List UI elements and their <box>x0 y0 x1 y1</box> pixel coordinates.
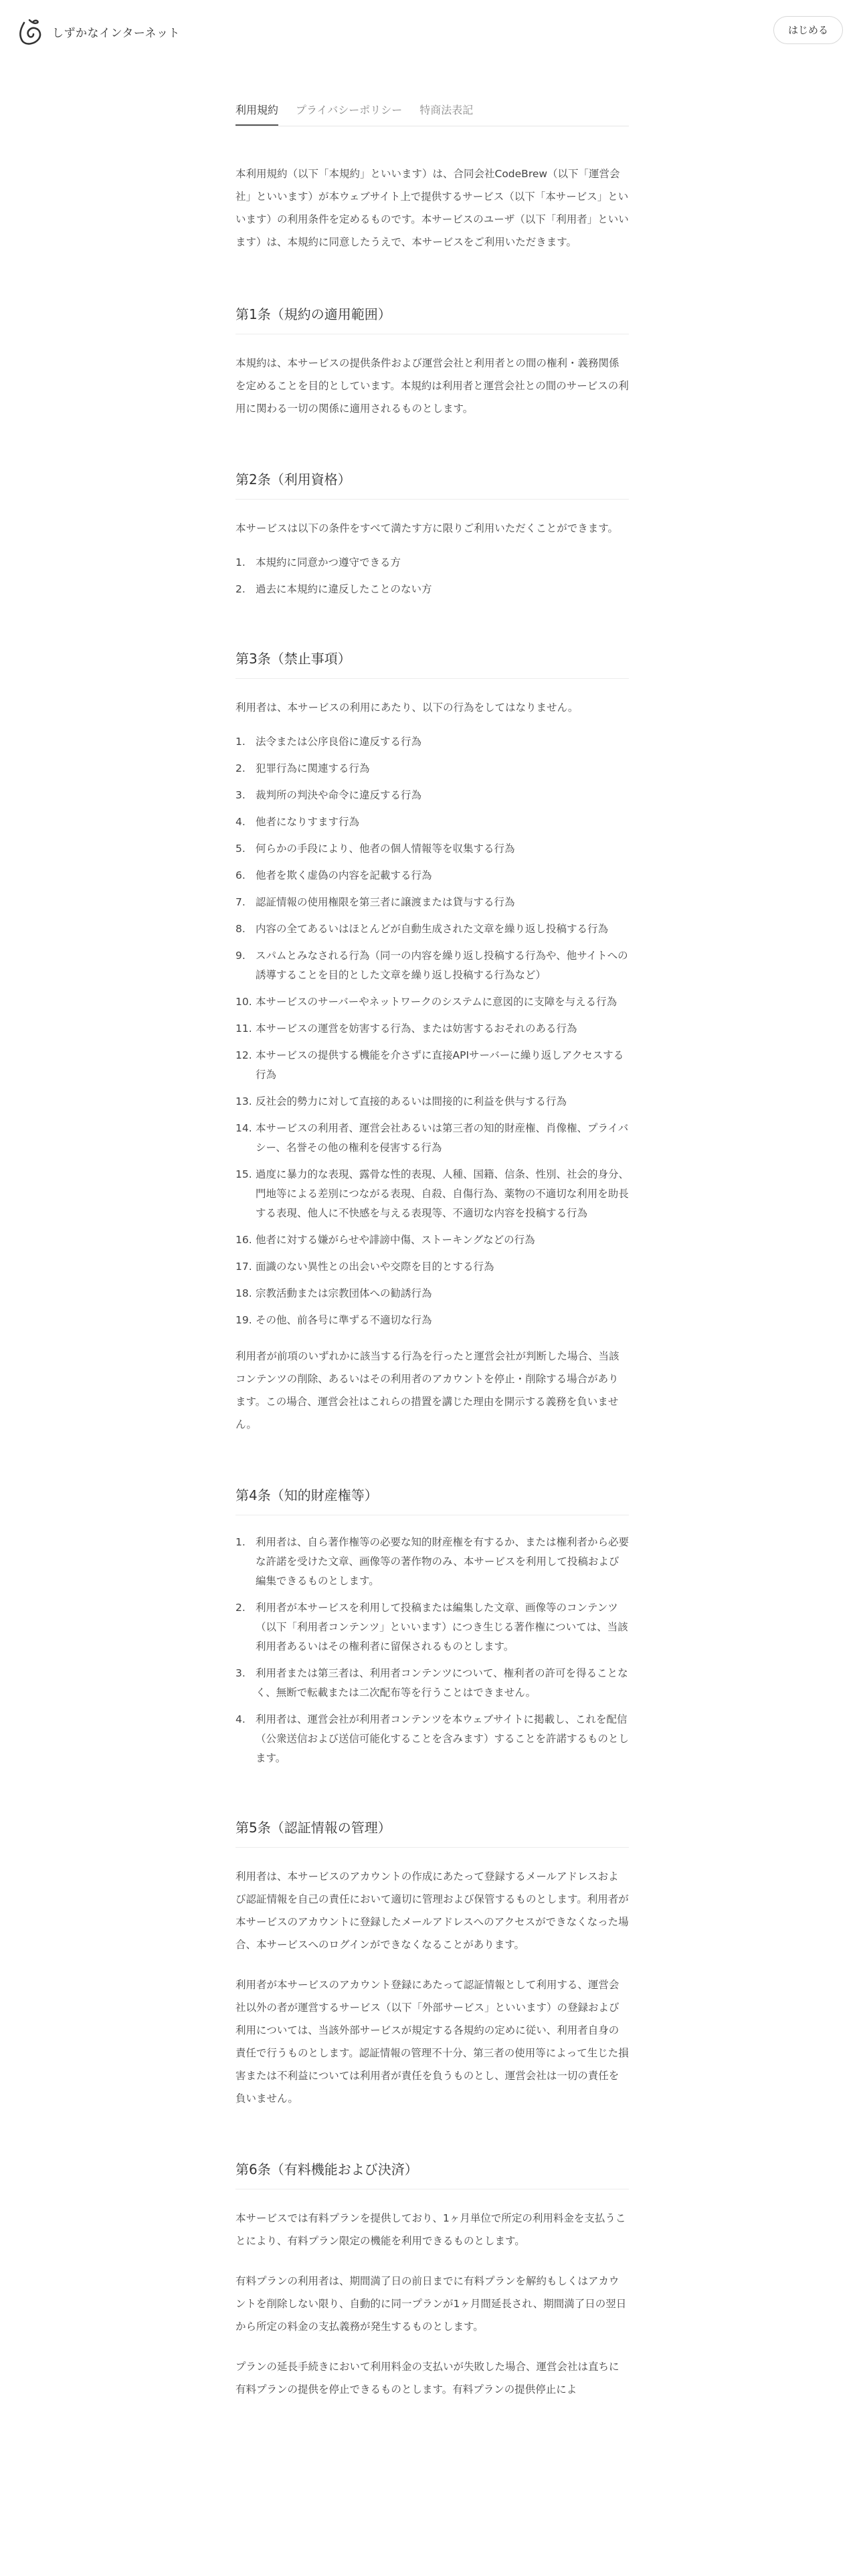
article-paragraph: 利用者は、本サービスの利用にあたり、以下の行為をしてはなりません。 <box>235 702 579 714</box>
list-item-number: 2. <box>235 1602 246 1614</box>
list-item-number: 1. <box>235 556 246 568</box>
list-item-number: 5. <box>235 843 246 855</box>
list-item-number: 18. <box>235 1287 252 1299</box>
list-item <box>235 893 629 912</box>
list-item <box>235 1046 629 1085</box>
list-item-text: 利用者は、運営会社が利用者コンテンツを本ウェブサイトに掲載し、これを配信（公衆送信および送信可能化することを含みます）することを許諾するものとします。 <box>256 1713 630 1764</box>
list-item-number: 2. <box>235 583 246 595</box>
list-item <box>235 839 629 859</box>
list-item-number: 6. <box>235 869 246 881</box>
list-item-number: 15. <box>235 1168 252 1180</box>
policy-tabs <box>235 94 629 126</box>
article-title: 第4条（知的財産権等） <box>235 1485 629 1515</box>
list-item-text: 本規約に同意かつ遵守できる方 <box>256 556 401 568</box>
list-item-text: 本サービスのサーバーやネットワークのシステムに意図的に支障を与える行為 <box>256 996 617 1008</box>
list-item <box>235 1230 629 1250</box>
list-item-number: 7. <box>235 896 246 908</box>
list-item <box>235 1019 629 1039</box>
article-list <box>235 732 629 1330</box>
list-item <box>235 1284 629 1303</box>
list-item-text: 何らかの手段により、他者の個人情報等を収集する行為 <box>256 843 515 855</box>
list-item <box>235 1664 629 1703</box>
list-item-text: 内容の全てあるいはほとんどが自動生成された文章を繰り返し投稿する行為 <box>256 923 609 935</box>
brand-logo[interactable] <box>15 16 180 47</box>
list-item-text: 他者を欺く虚偽の内容を記載する行為 <box>256 869 432 881</box>
list-item-text: 面識のない異性との出会いや交際を目的とする行為 <box>256 1261 494 1273</box>
list-item <box>235 1092 629 1111</box>
list-item <box>235 553 629 572</box>
tab-commercial-transactions[interactable]: 特商法表記 <box>419 104 474 116</box>
list-item <box>235 992 629 1012</box>
article-5 <box>235 1818 629 2110</box>
article-title: 第5条（認証情報の管理） <box>235 1818 629 1848</box>
list-item <box>235 786 629 805</box>
list-item-text: 認証情報の使用権限を第三者に譲渡または貸与する行為 <box>256 896 515 908</box>
list-item-number: 13. <box>235 1095 252 1107</box>
articles <box>235 304 629 2401</box>
article-note: 利用者が前項のいずれかに該当する行為を行ったと運営会社が判断した場合、当該コンテンツの削除、あるいはその利用者のアカウントを停止・削除する場合があります。この場合、運営会社はこれらの措置を講じた理由を開示する義務を負いません。 <box>235 1350 619 1430</box>
article-title: 第3条（禁止事項） <box>235 649 629 679</box>
list-item-text: 利用者が本サービスを利用して投稿または編集した文章、画像等のコンテンツ（以下「利用者コンテンツ」といいます）につき生じる著作権については、当該利用者あるいはその権利者に留保されるものとします。 <box>256 1602 628 1652</box>
list-item <box>235 1598 629 1656</box>
article-1 <box>235 304 629 420</box>
article-paragraph: 利用者は、本サービスのアカウントの作成にあたって登録するメールアドレスおよび認証情報を自己の責任において適切に管理および保管するものとします。利用者が本サービスのアカウントに登録したメールアドレスへのアクセスができなくなった場合、本サービスへのログインができなくなることがあります。 <box>235 1870 629 1951</box>
article-list <box>235 553 629 599</box>
list-item-text: 過度に暴力的な表現、露骨な性的表現、人種、国籍、信条、性別、社会的身分、門地等による差別につながる表現、自殺、自傷行為、薬物の不適切な利用を助長する表現、他人に不快感を与える表現等、不適切な内容を投稿する行為 <box>256 1168 630 1219</box>
list-item-number: 12. <box>235 1049 252 1061</box>
list-item-number: 8. <box>235 923 246 935</box>
list-item-number: 1. <box>235 736 246 748</box>
tab-terms[interactable]: 利用規約 <box>235 94 278 126</box>
list-item <box>235 1710 629 1768</box>
list-item-text: 法令または公序良俗に違反する行為 <box>256 736 422 748</box>
site-header <box>0 0 859 62</box>
list-item-text: 犯罪行為に関連する行為 <box>256 762 370 774</box>
article-3 <box>235 649 629 1436</box>
article-6 <box>235 2159 629 2401</box>
list-item-number: 3. <box>235 789 246 801</box>
list-item-number: 19. <box>235 1314 252 1326</box>
article-2 <box>235 469 629 599</box>
list-item-text: 他者に対する嫌がらせや誹謗中傷、ストーキングなどの行為 <box>256 1234 535 1246</box>
list-item <box>235 1165 629 1223</box>
list-item <box>235 759 629 778</box>
article-title: 第1条（規約の適用範囲） <box>235 304 629 334</box>
article-paragraph: 利用者が本サービスのアカウント登録にあたって認証情報として利用する、運営会社以外の者が運営するサービス（以下「外部サービス」といいます）の登録および利用については、当該外部サービスが規定する各規約の定めに従い、利用者自身の責任で行うものとします。認証情報の管理不十分、第三者の使用等によって生じた損害または不利益については利用者が責任を負うものとし、運営会社は一切の責任を負いません。 <box>235 1979 629 2105</box>
list-item-text: 他者になりすます行為 <box>256 816 360 828</box>
list-item-number: 9. <box>235 950 246 962</box>
start-button[interactable]: はじめる <box>773 16 843 44</box>
list-item <box>235 1257 629 1277</box>
list-item <box>235 1533 629 1591</box>
list-item-number: 2. <box>235 762 246 774</box>
list-item-number: 14. <box>235 1122 252 1134</box>
article-title: 第6条（有料機能および決済） <box>235 2159 629 2189</box>
article-paragraph: 本サービスは以下の条件をすべて満たす方に限りご利用いただくことができます。 <box>235 522 618 534</box>
list-item <box>235 1119 629 1158</box>
brand-name: しずかなインターネット <box>52 26 180 40</box>
terms-content <box>235 94 629 2450</box>
list-item-number: 16. <box>235 1234 252 1246</box>
article-list <box>235 1533 629 1768</box>
list-item <box>235 946 629 985</box>
article-paragraph: 本サービスでは有料プランを提供しており、1ヶ月単位で所定の利用料金を支払うことにより、有料プラン限定の機能を利用できるものとします。 <box>235 2212 626 2247</box>
list-item <box>235 866 629 885</box>
list-item-number: 4. <box>235 816 246 828</box>
list-item-number: 3. <box>235 1667 246 1679</box>
list-item <box>235 1311 629 1330</box>
list-item <box>235 732 629 752</box>
list-item-number: 10. <box>235 996 252 1008</box>
intro-paragraph: 本利用規約（以下「本規約」といいます）は、合同会社CodeBrew（以下「運営会社」といいます）が本ウェブサイト上で提供するサービス（以下「本サービス」といいます）の利用条件を定めるものです。本サービスのユーザ（以下「利用者」といいます）は、本規約に同意したうえで、本サービスをご利用いただきます。 <box>235 168 629 248</box>
list-item-number: 4. <box>235 1713 246 1725</box>
list-item-text: 本サービスの利用者、運営会社あるいは第三者の知的財産権、肖像権、プライバシー、名誉その他の権利を侵害する行為 <box>256 1122 629 1154</box>
list-item-text: 本サービスの運営を妨害する行為、または妨害するおそれのある行為 <box>256 1023 577 1035</box>
article-paragraph: 本規約は、本サービスの提供条件および運営会社と利用者との間の権利・義務関係を定めることを目的としています。本規約は利用者と運営会社との間のサービスの利用に関わる一切の関係に適用されるものとします。 <box>235 357 629 415</box>
list-item-text: 利用者または第三者は、利用者コンテンツについて、権利者の許可を得ることなく、無断で転載または二次配布等を行うことはできません。 <box>256 1667 628 1699</box>
article-paragraph: プランの延長手続きにおいて利用料金の支払いが失敗した場合、運営会社は直ちに有料プランの提供を停止できるものとします。有料プランの提供停止によ <box>235 2361 619 2395</box>
list-item-text: 裁判所の判決や命令に違反する行為 <box>256 789 422 801</box>
list-item <box>235 813 629 832</box>
article-title: 第2条（利用資格） <box>235 469 629 500</box>
list-item <box>235 920 629 939</box>
brand-logo-icon <box>15 16 45 47</box>
tab-privacy-policy[interactable]: プライバシーポリシー <box>296 104 403 116</box>
list-item-text: その他、前各号に準ずる不適切な行為 <box>256 1314 432 1326</box>
list-item-number: 1. <box>235 1536 246 1548</box>
list-item <box>235 580 629 599</box>
list-item-text: 利用者は、自ら著作権等の必要な知的財産権を有するか、または権利者から必要な許諾を受けた文章、画像等の著作物のみ、本サービスを利用して投稿および編集できるものとします。 <box>256 1536 630 1587</box>
list-item-text: 本サービスの提供する機能を介さずに直接APIサーバーに繰り返しアクセスする行為 <box>256 1049 624 1081</box>
list-item-number: 17. <box>235 1261 252 1273</box>
list-item-text: スパムとみなされる行為（同一の内容を繰り返し投稿する行為や、他サイトへの誘導することを目的とした文章を繰り返し投稿する行為など） <box>256 950 628 981</box>
list-item-text: 宗教活動または宗教団体への勧誘行為 <box>256 1287 432 1299</box>
list-item-number: 11. <box>235 1023 252 1035</box>
list-item-text: 反社会的勢力に対して直接的あるいは間接的に利益を供与する行為 <box>256 1095 567 1107</box>
article-4 <box>235 1485 629 1768</box>
article-paragraph: 有料プランの利用者は、期間満了日の前日までに有料プランを解約もしくはアカウントを削除しない限り、自動的に同一プランが1ヶ月間延長され、期間満了日の翌日から所定の料金の支払義務が発生するものとします。 <box>235 2275 627 2333</box>
list-item-text: 過去に本規約に違反したことのない方 <box>256 583 432 595</box>
